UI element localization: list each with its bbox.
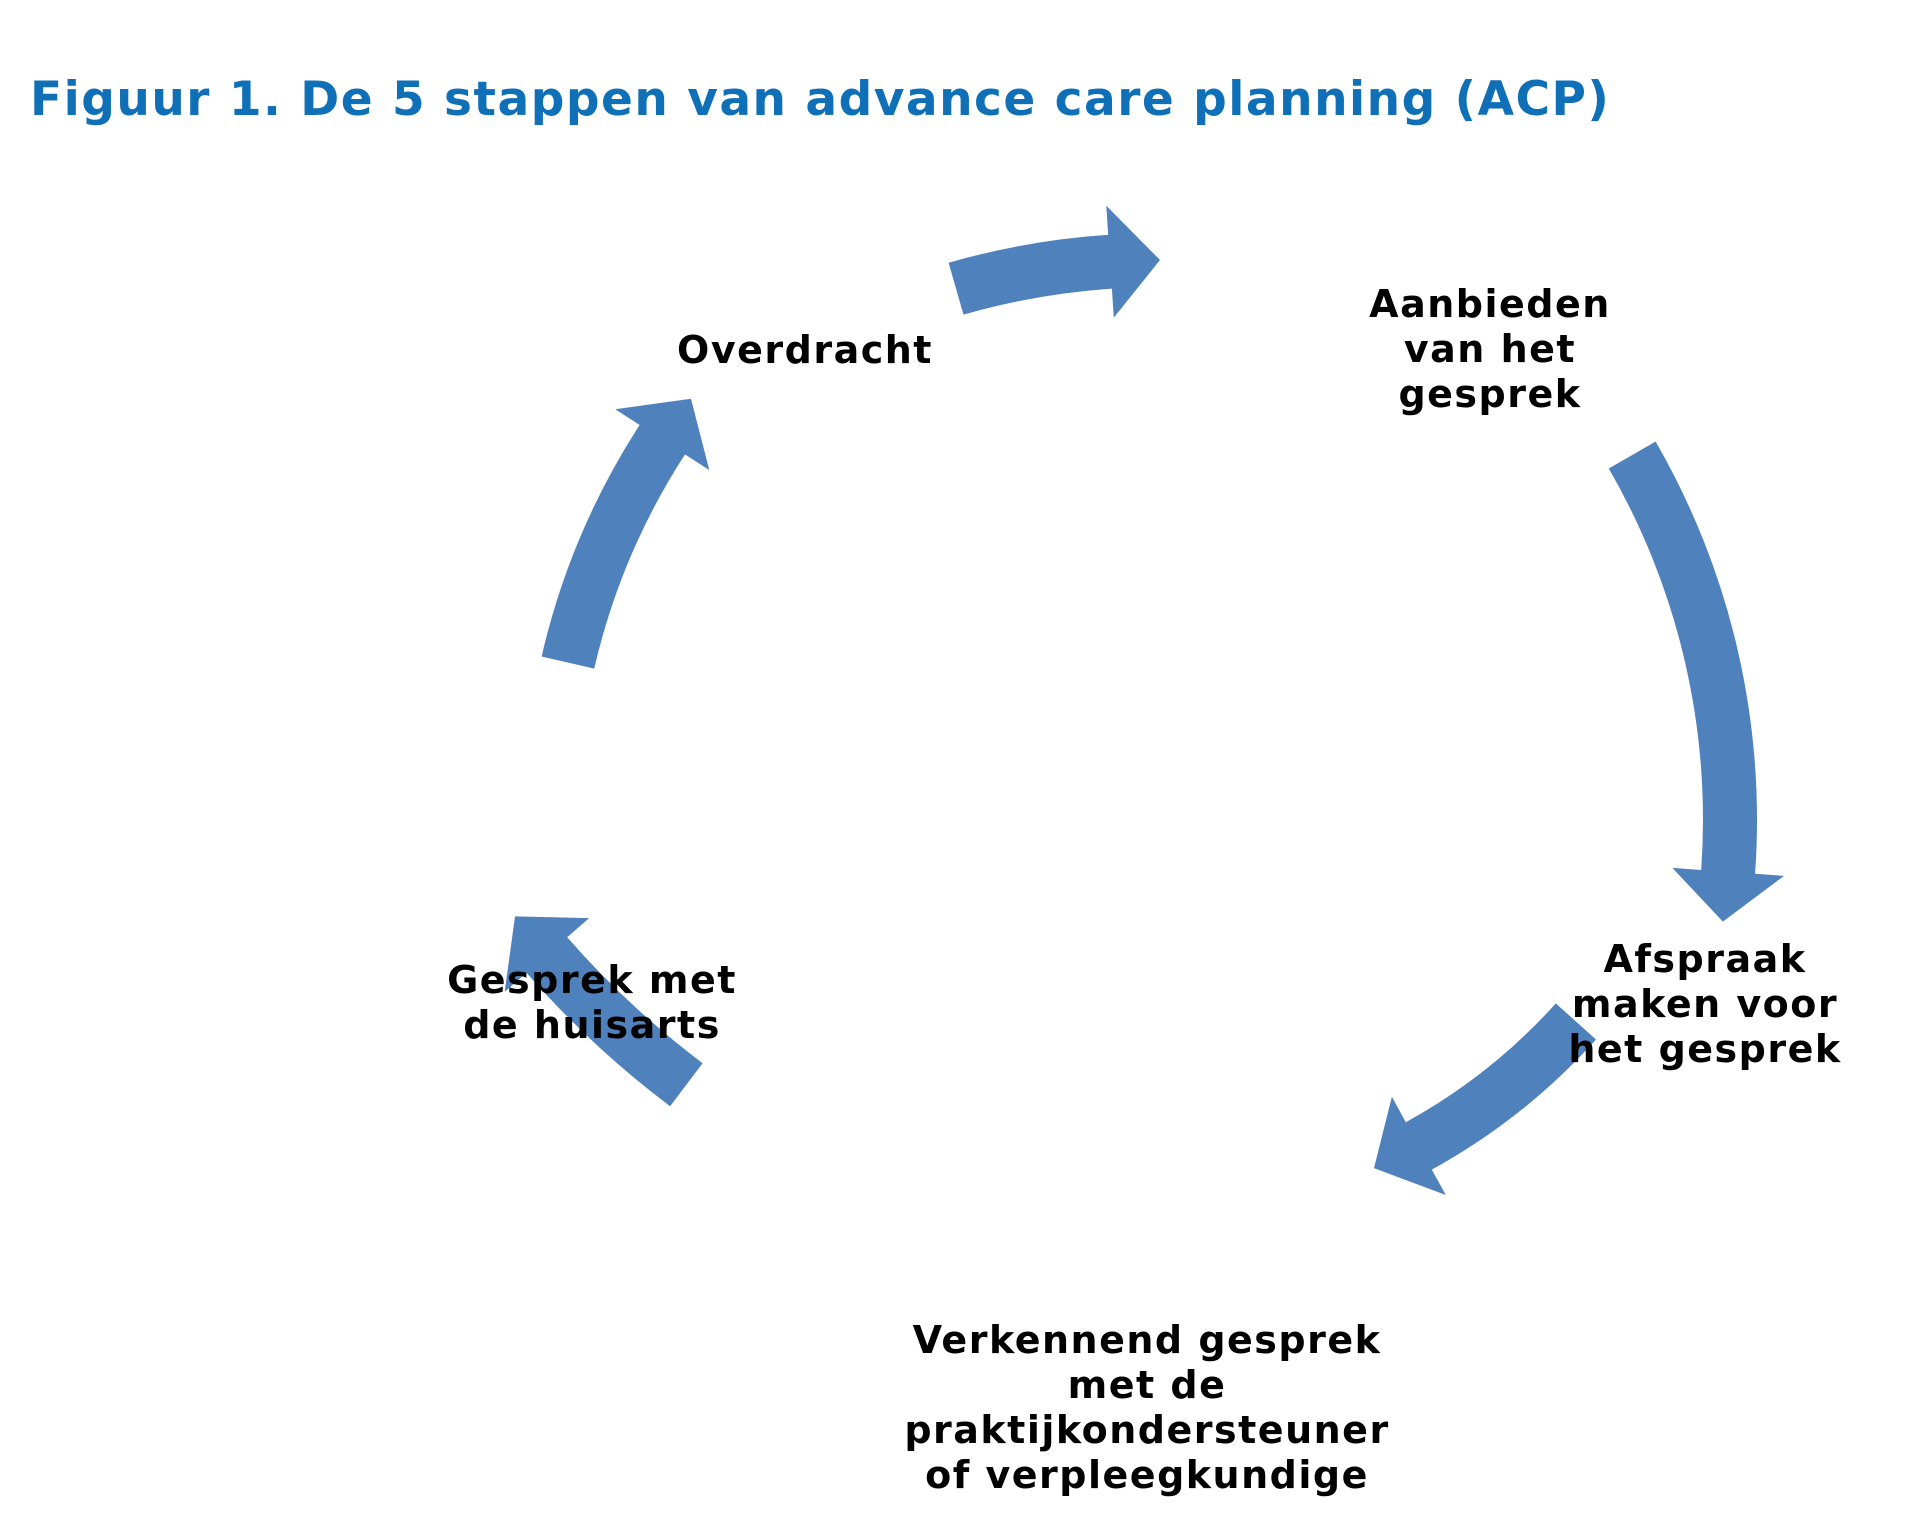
step-label-line: Afspraak (1603, 937, 1807, 981)
step-label-line: maken voor (1571, 982, 1839, 1026)
step-label-line: praktijkondersteuner (904, 1408, 1390, 1452)
cycle-arrow-1 (949, 206, 1160, 318)
step-label-line: of verpleegkundige (925, 1453, 1369, 1497)
step-label-line: Verkennend gesprek (912, 1318, 1382, 1362)
step-label-line: gesprek (1398, 372, 1582, 416)
step-label-line: van het (1403, 327, 1577, 371)
step-overdracht-label (677, 328, 933, 373)
step-verkennend-label (904, 1318, 1389, 1498)
cycle-arrow-5 (542, 399, 710, 669)
step-label-line: Aanbieden (1369, 282, 1611, 326)
step-label-line: met de (1067, 1363, 1227, 1407)
step-afspraak-label (1568, 937, 1841, 1072)
step-label-line: het gesprek (1568, 1027, 1842, 1071)
cycle-arrow-2 (1609, 442, 1784, 922)
step-aanbieden-label (1369, 282, 1611, 417)
step-label-line: Gesprek met (447, 958, 737, 1002)
step-label-line: Overdracht (677, 328, 933, 372)
step-label-line: de huisarts (463, 1003, 721, 1047)
step-gesprek-huisarts-label (447, 958, 737, 1048)
cycle-arrow-3 (1374, 1003, 1596, 1195)
figure-title: Figuur 1. De 5 stappen van advance care planning (ACP) (30, 72, 1611, 127)
